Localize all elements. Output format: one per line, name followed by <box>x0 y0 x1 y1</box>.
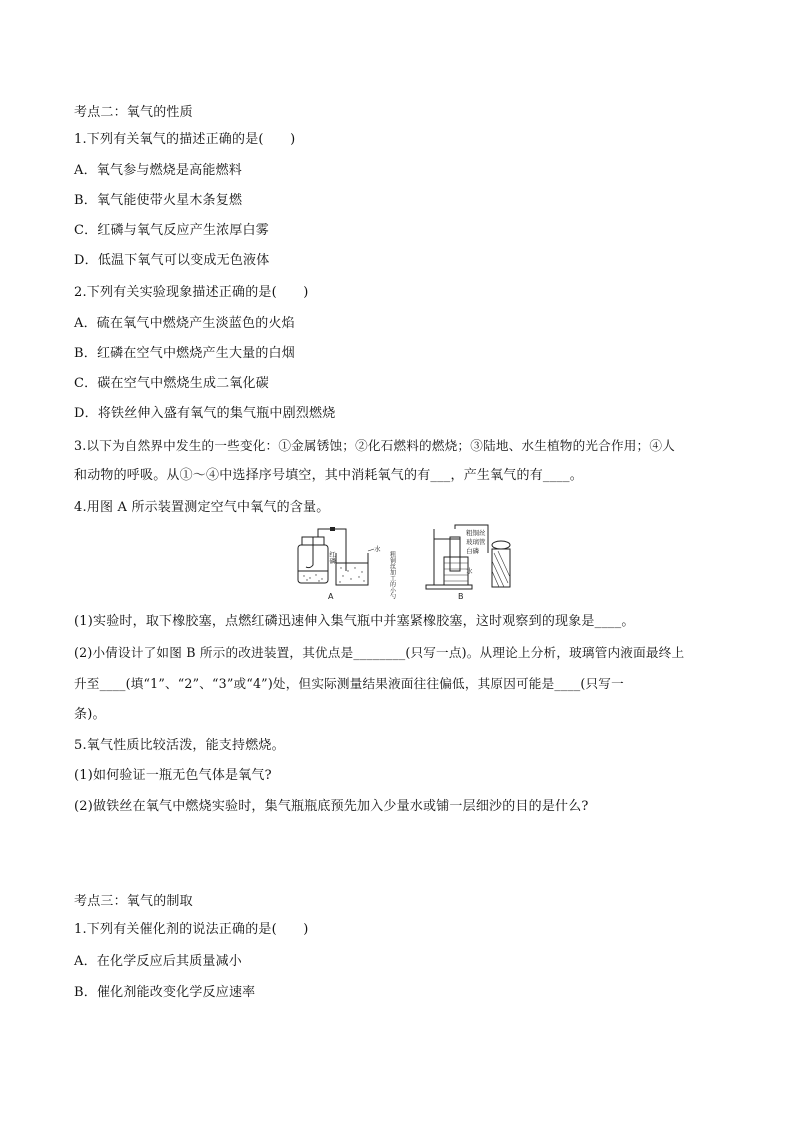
question-2-4-part2-line1: (2)小倩设计了如图 B 所示的改进装置，其优点是________(只写一点)。从理论上分析，玻璃管内液面最终上 <box>74 645 685 660</box>
flask-a-water-dots <box>303 574 322 581</box>
question-2-4-part2-line2: 升至____(填“1”、“2”、“3”或“4”)处，但实际测量结果液面往往偏低，其原因可能是____(只写一 <box>74 676 624 691</box>
figure-label-a: A <box>328 592 334 601</box>
question-2-4-part1: (1)实验时，取下橡胶塞，点燃红磷迅速伸入集气瓶中并塞紧橡胶塞，这时观察到的现象是____。 <box>74 614 635 629</box>
figure-label-b: B <box>458 592 464 601</box>
apparatus-diagram <box>288 523 518 603</box>
container-b-hatch <box>444 563 468 581</box>
beaker-a <box>336 553 368 585</box>
question-2-1-option-c: C．红磷与氧气反应产生浓厚白雾 <box>74 223 269 238</box>
question-2-2-option-c: C．碳在空气中燃烧生成二氧化碳 <box>74 376 269 391</box>
question-3-1-option-b: B．催化剂能改变化学反应速率 <box>74 985 256 1000</box>
question-2-4-stem: 4.用图 A 所示装置测定空气中氧气的含量。 <box>74 500 330 515</box>
question-2-5-part1: (1)如何验证一瓶无色气体是氧气? <box>74 768 272 783</box>
question-2-3-line1: 3.以下为自然界中发生的一些变化：①金属锈蚀；②化石燃料的燃烧；③陆地、水生植物的光合作用；④人 <box>74 438 675 453</box>
question-2-4-part2-line3: 条)。 <box>74 707 106 722</box>
label-water-a: 水 <box>374 545 381 553</box>
question-3-1-option-a: A．在化学反应后其质量减小 <box>74 954 242 969</box>
question-3-1-stem: 1.下列有关催化剂的说法正确的是( ) <box>74 922 309 937</box>
question-2-2-option-d: D．将铁丝伸入盛有氧气的集气瓶中剧烈燃烧 <box>74 406 336 421</box>
question-2-5-part2: (2)做铁丝在氧气中燃烧实验时，集气瓶瓶底预先加入少量水或铺一层细沙的目的是什么? <box>74 799 589 814</box>
question-2-2-option-b: B．红磷在空气中燃烧产生大量的白烟 <box>74 346 295 361</box>
question-2-5-stem: 5.氧气性质比较活泼，能支持燃烧。 <box>74 738 285 753</box>
question-2-1-stem: 1.下列有关氧气的描述正确的是( ) <box>74 132 296 147</box>
question-2-1-option-d: D．低温下氧气可以变成无色液体 <box>74 253 270 268</box>
container-b <box>444 537 468 585</box>
question-2-1-option-a: A．氧气参与燃烧是高能燃料 <box>74 163 242 178</box>
label-copper-wire: 粗铜丝 <box>466 529 486 537</box>
section-heading-oxygen-properties: 考点二：氧气的性质 <box>74 105 193 120</box>
label-copper-spoon: 粗铜丝加工的小勺 <box>388 551 396 599</box>
side-cylinder-b-hatch <box>492 551 510 587</box>
question-2-1-option-b: B．氧气能使带火星木条复燃 <box>74 193 243 208</box>
question-2-2-option-a: A．硫在氧气中燃烧产生淡蓝色的火焰 <box>74 316 295 331</box>
label-red-phosphorus: 红磷 <box>328 551 336 564</box>
label-water-b: 水 <box>466 567 473 575</box>
label-glass-tube: 玻璃管 <box>466 538 486 546</box>
clamp-a <box>330 527 335 531</box>
apparatus-figure <box>288 523 518 603</box>
question-2-2-stem: 2.下列有关实验现象描述正确的是( ) <box>74 285 309 300</box>
question-2-3-line2: 和动物的呼吸。从①～④中选择序号填空，其中消耗氧气的有___，产生氧气的有____。 <box>74 468 583 483</box>
beaker-a-water-dots <box>339 567 364 582</box>
label-white-phosphorus: 白磷 <box>466 547 479 555</box>
combustion-spoon-a <box>306 537 313 568</box>
section-heading-oxygen-preparation: 考点三：氧气的制取 <box>74 894 193 909</box>
connecting-tube-a <box>318 529 346 571</box>
